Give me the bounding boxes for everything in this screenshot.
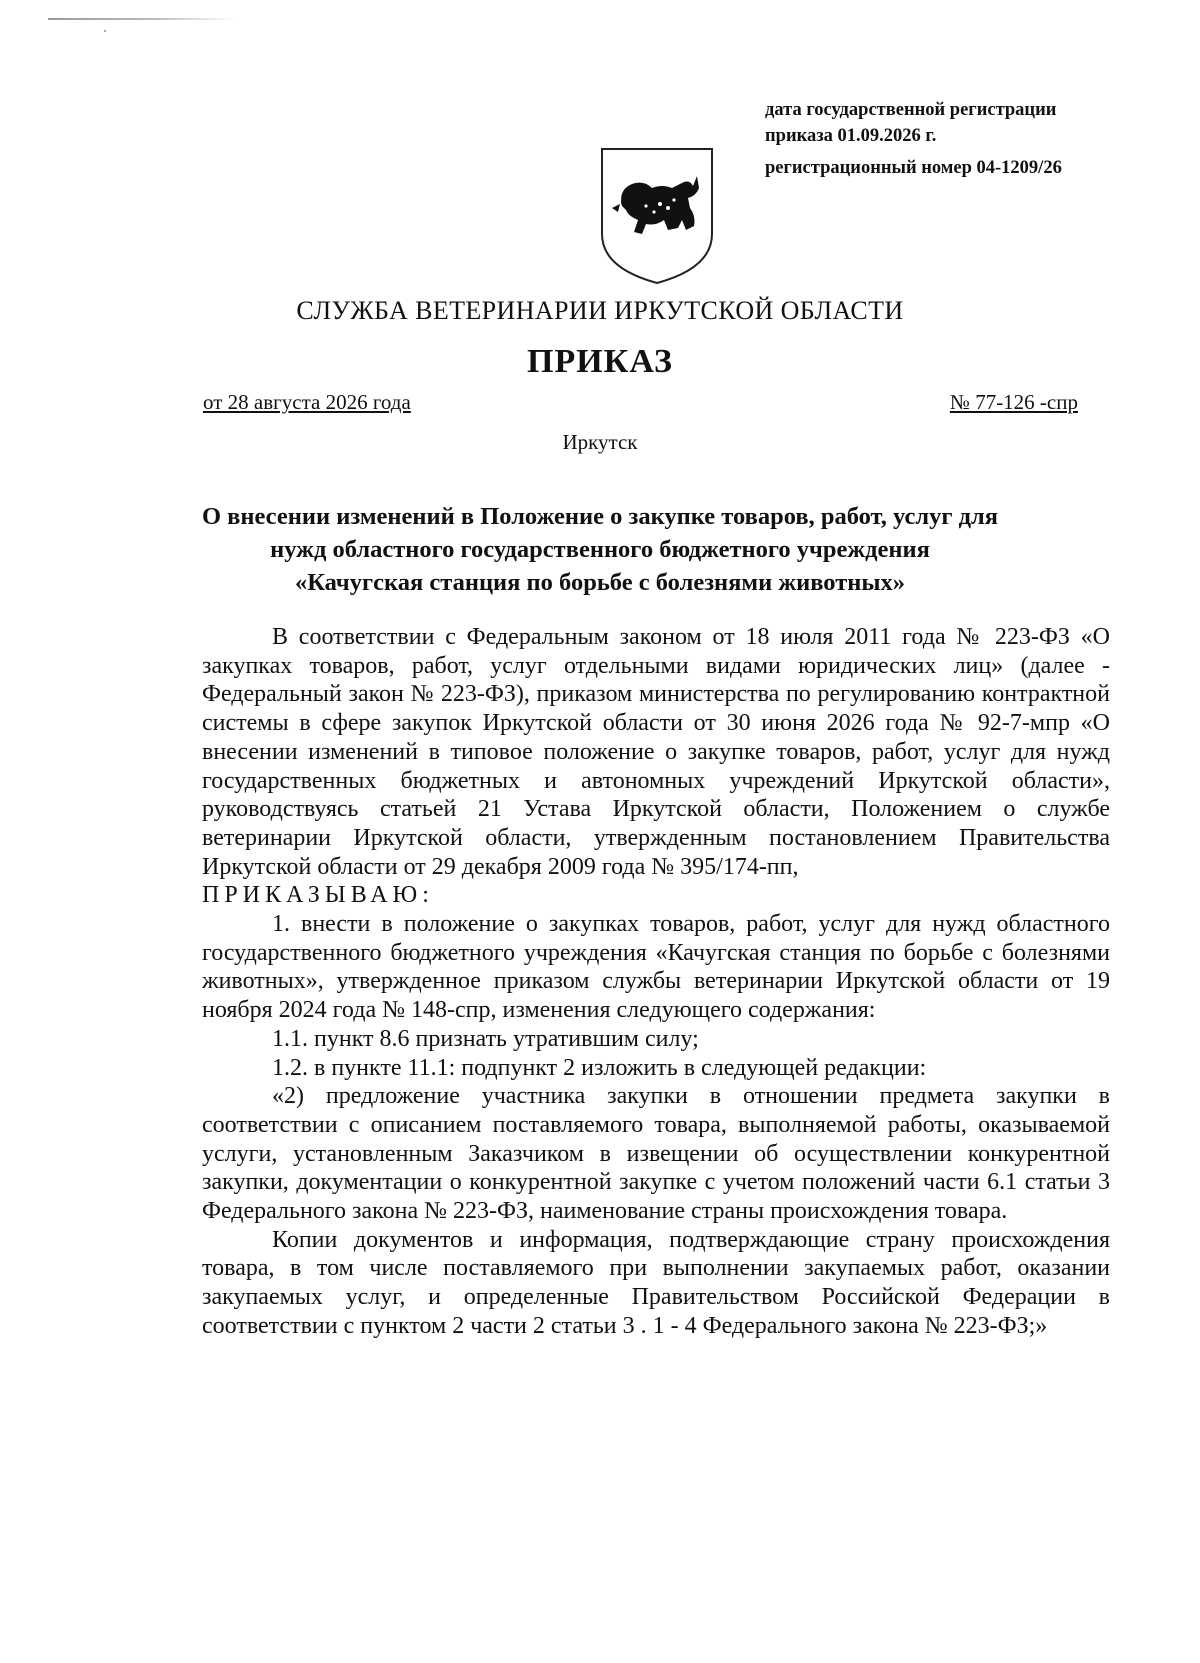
coat-of-arms-emblem bbox=[598, 146, 716, 286]
item-1-1: 1.1. пункт 8.6 признать утратившим силу; bbox=[272, 1025, 699, 1052]
document-type: ПРИКАЗ bbox=[527, 343, 673, 380]
scan-artifact-line bbox=[48, 18, 238, 20]
order-word: ПРИКАЗЫВАЮ: bbox=[202, 882, 434, 909]
item-1: 1. внести в положение о закупках товаров, работ, услуг для нужд областного государственного бюджетного учреждения «Качугская станция по борьбе с болезнями животных», утвержденное приказом службы ветеринарии Иркутской области от 19 ноября 2024 года № 148-спр, изменения следующего содержания: bbox=[202, 911, 1110, 1024]
registration-stamp bbox=[765, 97, 1135, 181]
scan-artifact-dot bbox=[104, 30, 106, 32]
item-1-2: 1.2. в пункте 11.1: подпункт 2 изложить в следующей редакции: bbox=[272, 1054, 927, 1081]
document-subject bbox=[150, 500, 1050, 599]
organization-name: СЛУЖБА ВЕТЕРИНАРИИ ИРКУТСКОЙ ОБЛАСТИ bbox=[296, 296, 904, 325]
city: Иркутск bbox=[562, 430, 638, 454]
preamble-paragraph: В соответствии с Федеральным законом от 18 июля 2011 года № 223-ФЗ «О закупках товаров, работ, услуг отдельными видами юридических лиц» (далее - Федеральный закон № 223-ФЗ), приказом министерства по регулированию контрактной системы в сфере закупок Иркутской области от 30 июня 2026 года № 92-7-мпр «О внесении изменений в типовое положение о закупке товаров, работ, услуг для нужд государственных бюджетных и автономных учреждений Иркутской области», руководствуясь статьей 21 Устава Иркутской области, Положением о службе ветеринарии Иркутской области, утвержденным постановлением Правительства Иркутской области от 29 декабря 2009 года № 395/174-пп, bbox=[202, 624, 1110, 880]
order-date: от 28 августа 2026 года bbox=[203, 390, 411, 414]
registration-number: регистрационный номер 04-1209/26 bbox=[765, 158, 1062, 178]
subject-line-3: «Качугская станция по борьбе с болезнями животных» bbox=[294, 569, 906, 596]
subject-line-2: нужд областного государственного бюджетного учреждения bbox=[270, 536, 930, 563]
registration-date-line1: дата государственной регистрации bbox=[765, 100, 1057, 120]
subject-line-1: О внесении изменений в Положение о закупке товаров, работ, услуг для bbox=[201, 503, 998, 530]
quoted-copies-paragraph: Копии документов и информация, подтверждающие страну происхождения товара, в том числе поставляемого при выполнении закупаемых работ, оказании закупаемых услуг, и определенные Правительством Российской Федерации в соответствии с пунктом 2 части 2 статьи 3 . 1 - 4 Федерального закона № 223-ФЗ;» bbox=[202, 1226, 1110, 1339]
registration-date-line2: приказа 01.09.2026 г. bbox=[765, 126, 937, 146]
document-body bbox=[202, 623, 1110, 1341]
quoted-subpoint-2: «2) предложение участника закупки в отношении предмета закупки в соответствии с описанием поставляемого товара, выполняемой работы, оказываемой услуги, установленным Заказчиком в извещении об осуществлении конкурентной закупки, документации о конкурентной закупке с учетом положений части 6.1 статьи 3 Федерального закона № 223-ФЗ, наименование страны происхождения товара. bbox=[202, 1083, 1110, 1225]
order-number: № 77-126 -спр bbox=[949, 390, 1078, 414]
